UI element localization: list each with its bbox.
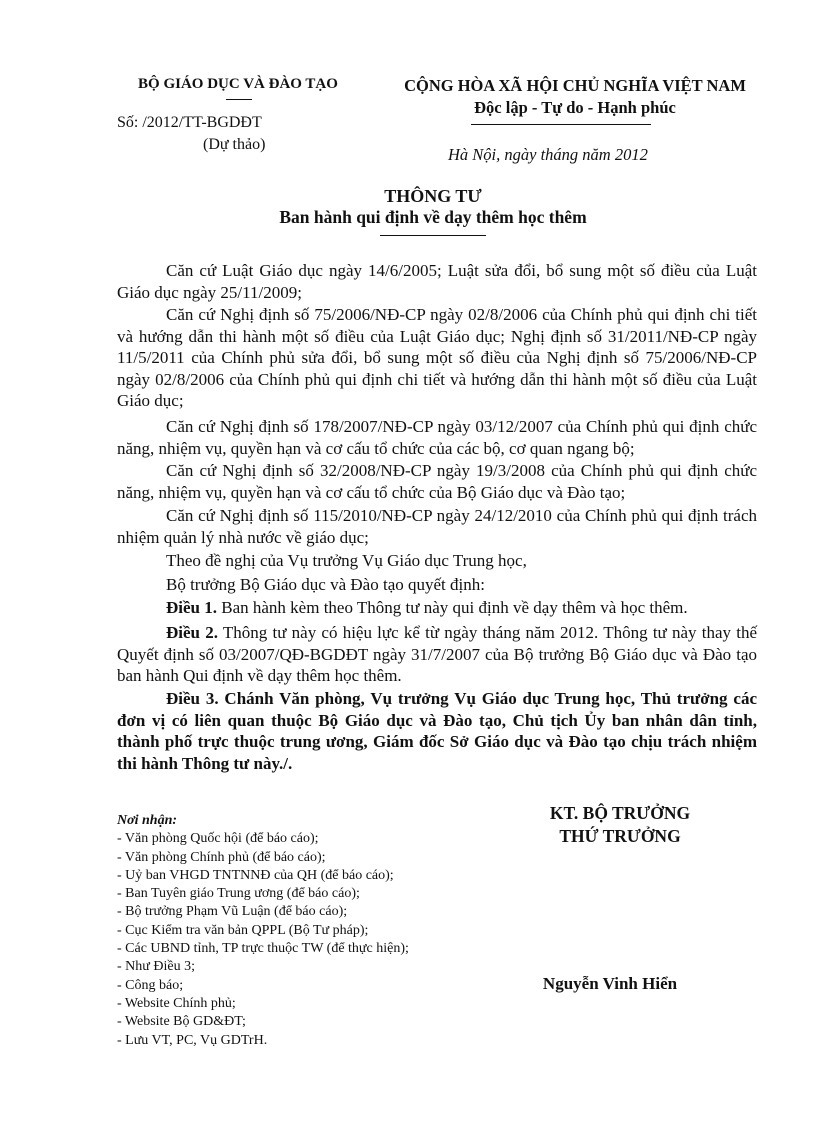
ministry-name: BỘ GIÁO DỤC VÀ ĐÀO TẠO xyxy=(138,76,338,92)
legal-basis-2: Căn cứ Nghị định số 75/2006/NĐ-CP ngày 02/8/2006 của Chính phủ qui định chi tiết và hướng dẫn thi hành một số điều của Luật Giáo dục; Nghị định số 31/2011/NĐ-CP ngày 11/5/2011 của Chính phủ sửa đổi, bổ sung một số điều của Nghị định số 75/2006/NĐ-CP ngày 02/8/2006 của Chính phủ qui định chi tiết và hướng dẫn thi hành một số điều của Luật Giáo dục; xyxy=(117,305,757,410)
article-3-text: Chánh Văn phòng, Vụ trưởng Vụ Giáo dục Trung học, Thủ trưởng các đơn vị có liên quan thuộc Bộ Giáo dục và Đào tạo, Chủ tịch Ủy ban nhân dân tỉnh, thành phố trực thuộc trung ương, Giám đốc Sở Giáo dục và Đào tạo chịu trách nhiệm thi hành Thông tư này./. xyxy=(117,689,757,773)
recipient-item: - Cục Kiểm tra văn bản QPPL (Bộ Tư pháp); xyxy=(117,922,369,938)
ministry-underline xyxy=(226,99,252,100)
legal-basis-5: Căn cứ Nghị định số 115/2010/NĐ-CP ngày 24/12/2010 của Chính phủ qui định trách nhiệm quản lý nhà nước về giáo dục; xyxy=(117,506,757,547)
recipient-item: - Văn phòng Chính phủ (để báo cáo); xyxy=(117,849,326,865)
signer-title-2: THỨ TRƯỞNG xyxy=(559,826,681,846)
draft-label: (Dự thảo) xyxy=(203,136,266,153)
recipients-heading: Nơi nhận: xyxy=(117,813,178,828)
article-2-label: Điều 2. xyxy=(166,623,218,642)
recipient-item: - Website Bộ GD&ĐT; xyxy=(117,1014,246,1030)
article-3 xyxy=(117,688,757,774)
recipient-item: - Như Điều 3; xyxy=(117,959,195,975)
motto-underline xyxy=(471,124,651,125)
document-type: THÔNG TƯ xyxy=(384,186,482,206)
recipient-item: - Website Chính phủ; xyxy=(117,995,236,1011)
signer-name: Nguyễn Vinh Hiển xyxy=(542,974,678,993)
signer-title-1: KT. BỘ TRƯỞNG xyxy=(549,803,691,823)
decision-line: Bộ trưởng Bộ Giáo dục và Đào tạo quyết định: xyxy=(166,575,485,594)
article-2-text: Thông tư này có hiệu lực kể từ ngày tháng năm 2012. Thông tư này thay thế Quyết định số 03/2007/QĐ-BGDĐT ngày 31/7/2007 của Bộ trưởng Bộ Giáo dục và Đào tạo ban hành Qui định về dạy thêm học thêm. xyxy=(117,623,758,685)
legal-basis-1: Căn cứ Luật Giáo dục ngày 14/6/2005; Luật sửa đổi, bổ sung một số điều của Luật Giáo dục ngày 25/11/2009; xyxy=(117,261,757,302)
article-2 xyxy=(117,622,757,687)
recipient-item: - Ban Tuyên giáo Trung ương (để báo cáo); xyxy=(117,886,360,902)
national-motto: Độc lập - Tự do - Hạnh phúc xyxy=(474,98,676,117)
proposal-line: Theo đề nghị của Vụ trưởng Vụ Giáo dục Trung học, xyxy=(166,551,527,570)
document-number: Số: /2012/TT-BGDĐT xyxy=(117,114,262,131)
recipient-item: - Các UBND tỉnh, TP trực thuộc TW (để thực hiện); xyxy=(117,941,409,957)
article-1 xyxy=(117,597,757,619)
recipient-item: - Lưu VT, PC, Vụ GDTrH. xyxy=(117,1032,268,1048)
title-underline xyxy=(380,235,486,236)
issue-date: Hà Nội, ngày tháng năm 2012 xyxy=(448,145,648,164)
country-name: CỘNG HÒA XÃ HỘI CHỦ NGHĨA VIỆT NAM xyxy=(404,76,746,95)
article-3-label: Điều 3. xyxy=(166,689,219,708)
article-1-text: Ban hành kèm theo Thông tư này qui định về dạy thêm và học thêm. xyxy=(217,598,688,617)
legal-basis-3: Căn cứ Nghị định số 178/2007/NĐ-CP ngày 03/12/2007 của Chính phủ qui định chức năng, nhiệm vụ, quyền hạn và cơ cấu tổ chức của các bộ, cơ quan ngang bộ; xyxy=(117,417,757,458)
document-subject: Ban hành qui định về dạy thêm học thêm xyxy=(279,207,587,227)
recipient-item: - Văn phòng Quốc hội (để báo cáo); xyxy=(117,831,319,847)
legal-basis-4: Căn cứ Nghị định số 32/2008/NĐ-CP ngày 19/3/2008 của Chính phủ qui định chức năng, nhiệm vụ, quyền hạn và cơ cấu tổ chức của Bộ Giáo dục và Đào tạo; xyxy=(117,461,757,502)
recipient-item: - Uỷ ban VHGD TNTNNĐ của QH (để báo cáo); xyxy=(117,867,394,883)
recipient-item: - Công báo; xyxy=(117,977,184,993)
recipient-item: - Bộ trưởng Phạm Vũ Luận (để báo cáo); xyxy=(117,904,348,920)
recipients-list xyxy=(117,812,409,1050)
article-1-label: Điều 1. xyxy=(166,598,217,617)
